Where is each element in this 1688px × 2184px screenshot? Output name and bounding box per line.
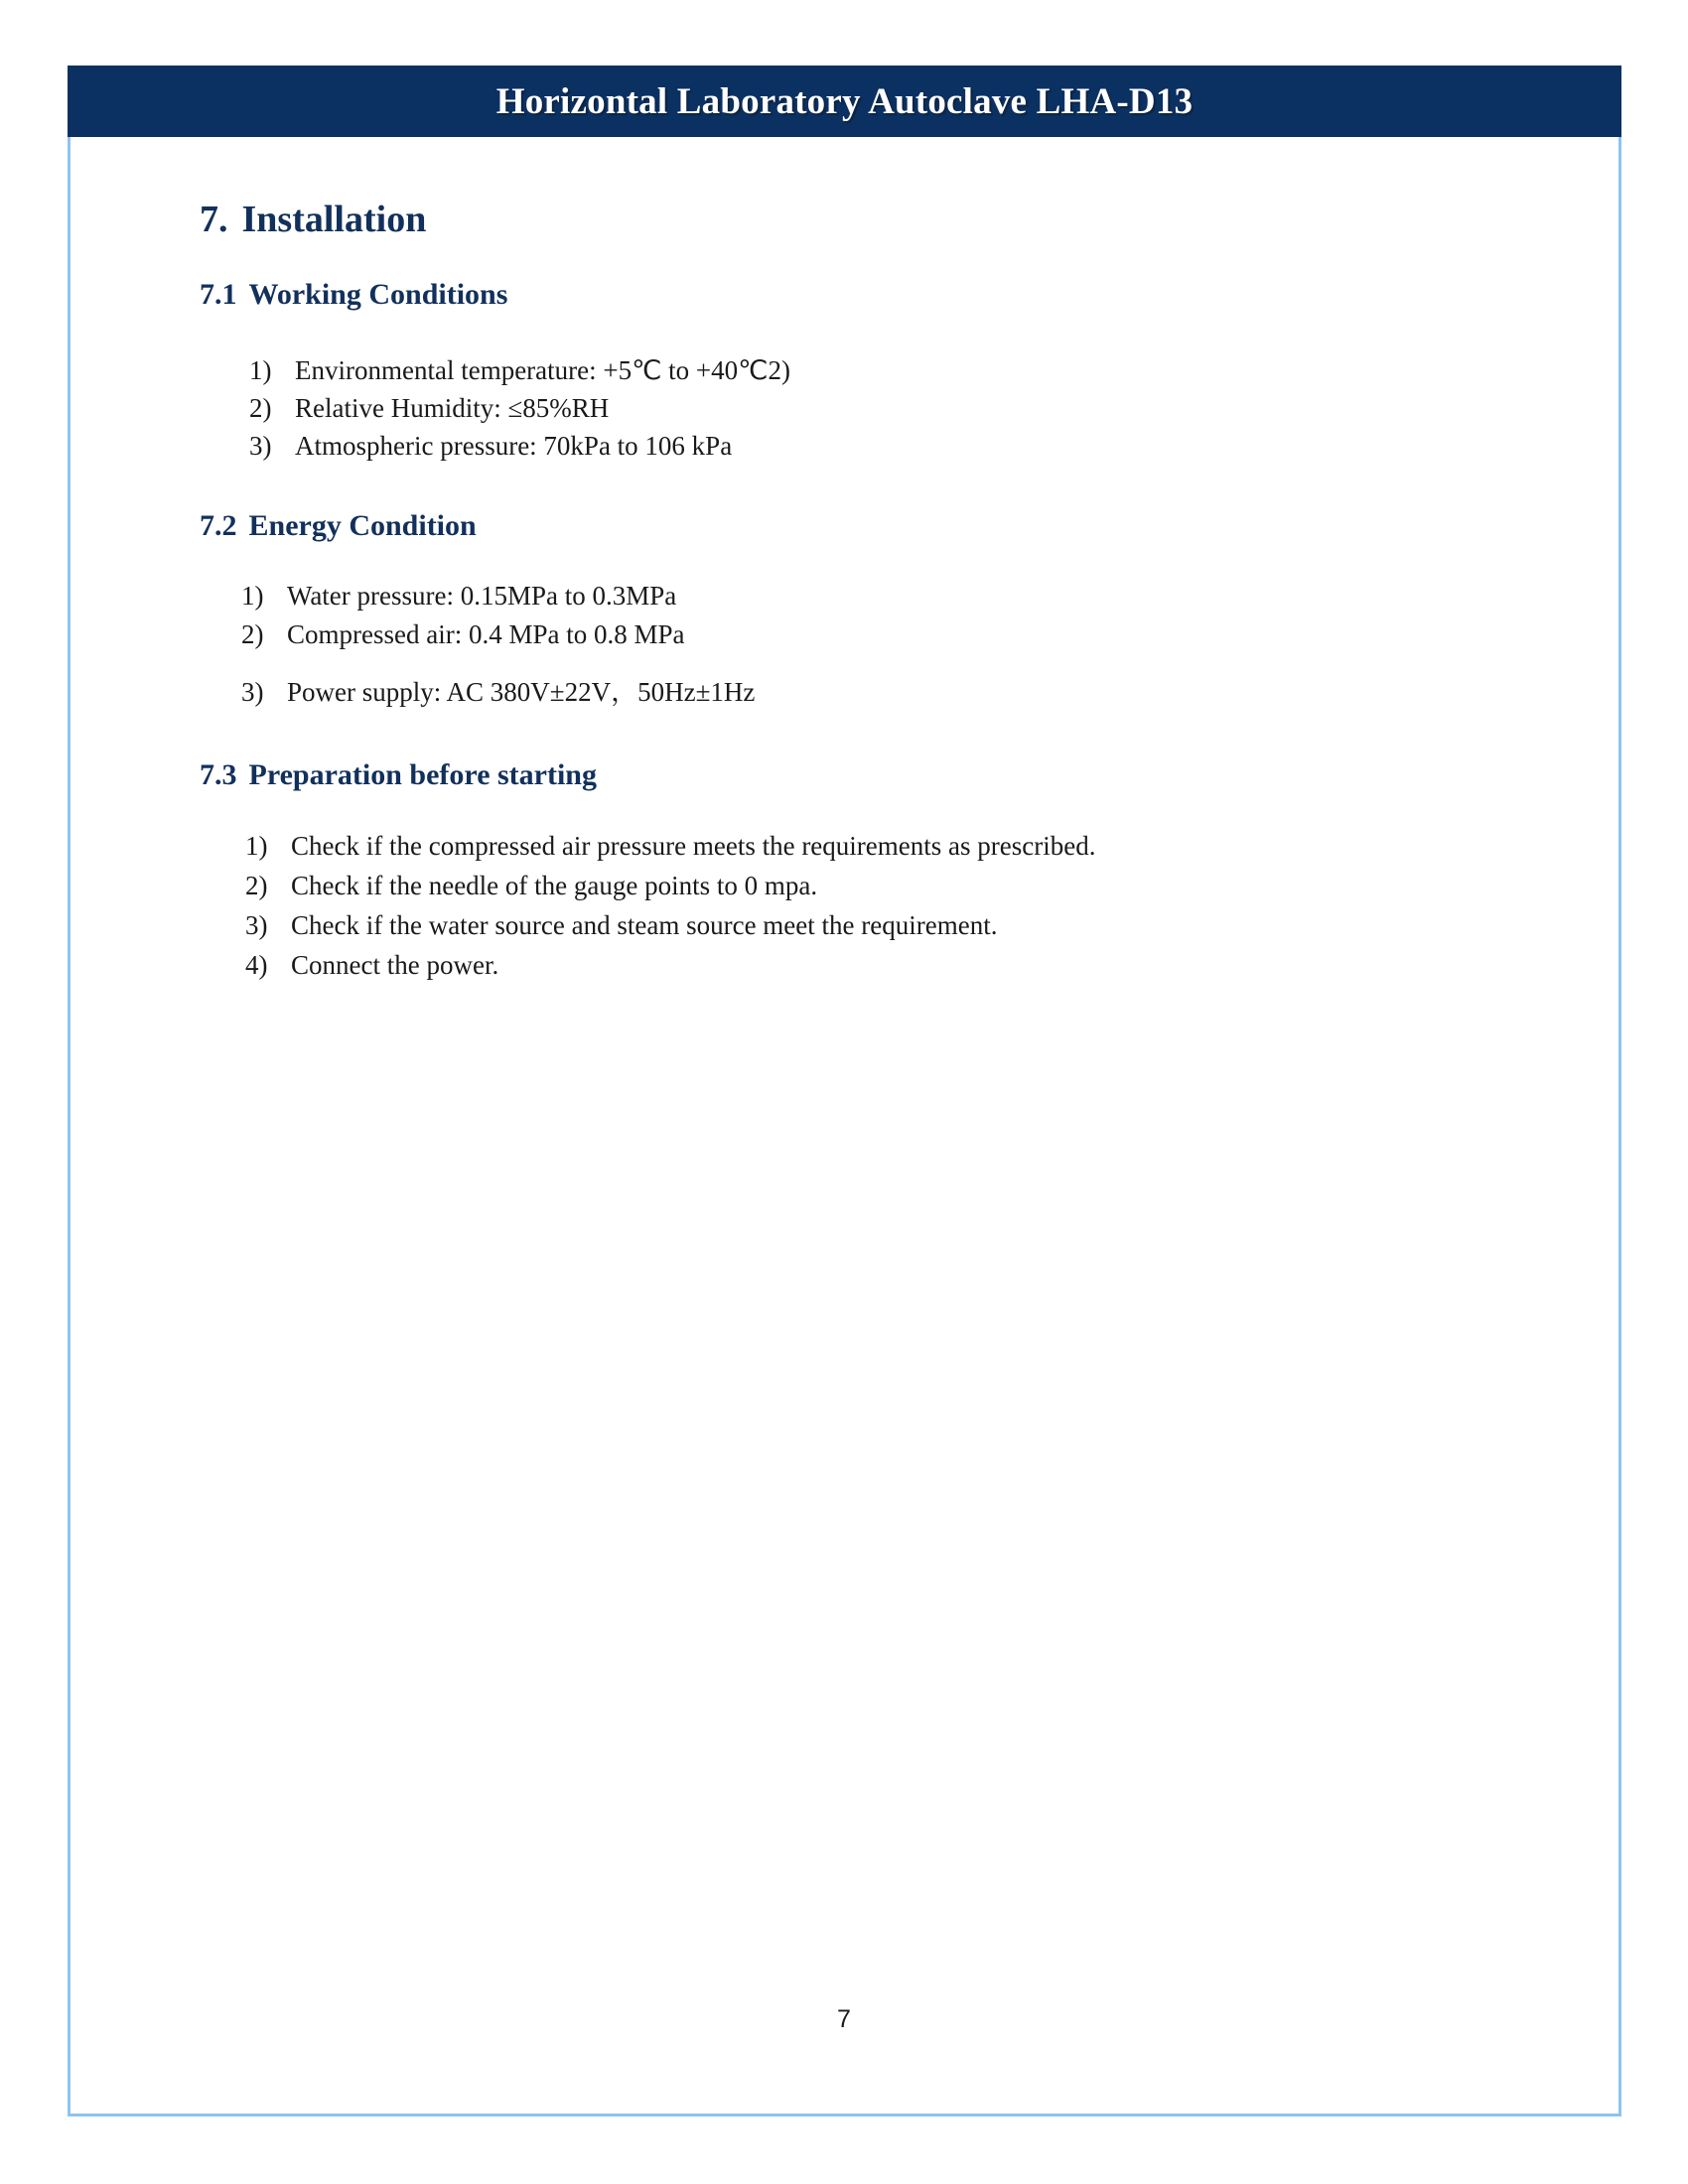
list-item-marker: 1) [249, 355, 272, 385]
list-item [245, 826, 1095, 866]
list-item [241, 673, 755, 712]
subsection-number: 7.2 [200, 509, 237, 542]
list-item-text: Environmental temperature: +5℃ to +40℃2) [295, 355, 790, 385]
energy-condition-list [241, 577, 755, 712]
section-heading-7 [200, 198, 426, 241]
list-item-text: Water pressure: 0.15MPa to 0.3MPa [287, 581, 677, 611]
list-item-text: Connect the power. [291, 950, 499, 980]
list-item-text: Check if the needle of the gauge points to 0 mpa. [291, 871, 818, 900]
subsection-number: 7.3 [200, 758, 237, 791]
document-title: Horizontal Laboratory Autoclave LHA-D13 [495, 80, 1194, 122]
list-item-marker: 2) [249, 393, 272, 423]
list-item-marker: 3) [241, 677, 264, 707]
working-conditions-list [249, 351, 790, 465]
subsection-heading-7-3 [200, 758, 597, 792]
list-item-marker: 2) [245, 871, 268, 900]
subsection-title: Energy Condition [248, 509, 477, 542]
list-item-marker: 2) [241, 619, 264, 649]
list-item-text: Compressed air: 0.4 MPa to 0.8 MPa [287, 619, 685, 649]
subsection-heading-7-2 [200, 509, 477, 543]
list-item-marker: 3) [249, 431, 272, 461]
document-header-banner [68, 66, 1621, 137]
list-item [245, 866, 1095, 905]
subsection-title: Preparation before starting [248, 758, 597, 791]
list-item [245, 905, 1095, 945]
subsection-number: 7.1 [200, 278, 237, 311]
list-item [249, 427, 790, 465]
section-title: Installation [241, 199, 427, 240]
subsection-heading-7-1 [200, 278, 507, 312]
preparation-list [245, 826, 1095, 985]
list-item [249, 389, 790, 427]
section-number: 7. [200, 199, 228, 240]
list-item-marker: 1) [245, 831, 268, 861]
list-item-text: Atmospheric pressure: 70kPa to 106 kPa [295, 431, 733, 461]
list-item [241, 615, 755, 654]
list-item-marker: 1) [241, 581, 264, 611]
list-item [245, 945, 1095, 985]
list-item-text: Check if the water source and steam source meet the requirement. [291, 910, 998, 940]
list-item-marker: 3) [245, 910, 268, 940]
list-item-text: Power supply: AC 380V±22V，50Hz±1Hz [287, 677, 756, 707]
list-item [249, 351, 790, 389]
list-item [241, 577, 755, 615]
list-item-marker: 4) [245, 950, 268, 980]
subsection-title: Working Conditions [248, 278, 508, 311]
list-item-text: Check if the compressed air pressure meets the requirements as prescribed. [291, 831, 1096, 861]
list-item-text: Relative Humidity: ≤85%RH [295, 393, 610, 423]
page-number: 7 [837, 2005, 851, 2033]
